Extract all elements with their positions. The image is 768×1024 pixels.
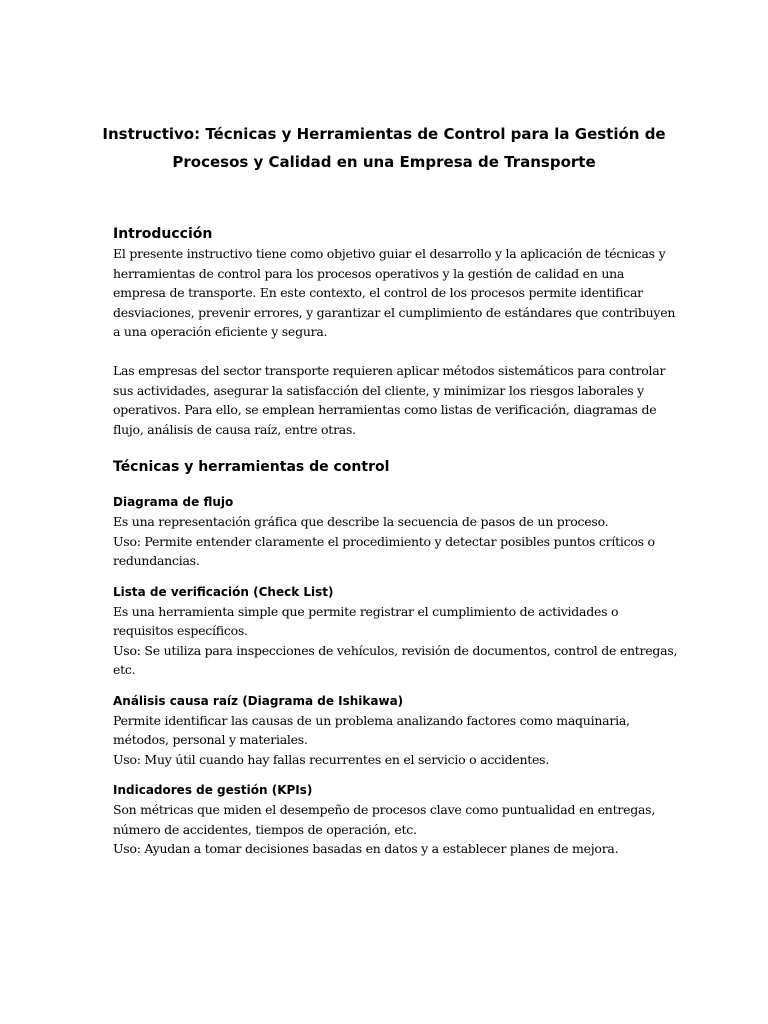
intro-p1-line-3: empresa de transporte. En este contexto, el control de los procesos permite identificar — [113, 285, 643, 300]
intro-paragraph-1 — [113, 244, 676, 342]
tool-line: métodos, personal y materiales. — [113, 732, 308, 747]
intro-paragraph-2 — [113, 361, 666, 439]
intro-p1-line-4: desviaciones, prevenir errores, y garantizar el cumplimiento de estándares que contribuyen — [113, 304, 676, 320]
document-title — [90, 120, 678, 176]
tool-title: Diagrama de flujo — [113, 495, 234, 509]
title-line-2: Procesos y Calidad en una Empresa de Transporte — [172, 153, 596, 171]
paragraph-spacer — [113, 342, 658, 362]
tool-line: Permite identificar las causas de un problema analizando factores como maquinaria, — [113, 712, 630, 728]
tool-line: etc. — [113, 662, 136, 677]
tool-title: Análisis causa raíz (Diagrama de Ishikawa) — [113, 693, 404, 708]
tools-heading: Técnicas y herramientas de control — [113, 459, 390, 475]
tool-title: Indicadores de gestión (KPIs) — [113, 783, 313, 797]
document-body — [113, 224, 678, 871]
tool-line: requisitos específicos. — [113, 623, 248, 638]
tool-line: Es una representación gráfica que describe la secuencia de pasos de un proceso. — [113, 514, 609, 529]
tool-line: Uso: Permite entender claramente el procedimiento y detectar posibles puntos críticos o — [113, 533, 655, 549]
tool-line: número de accidentes, tiempos de operación, etc. — [113, 821, 417, 837]
intro-p1-line-1: El presente instructivo tiene como objetivo guiar el desarrollo y la aplicación de técnicas y — [113, 246, 666, 261]
tool-kpis — [113, 781, 658, 859]
tool-flow-diagram — [113, 493, 658, 571]
intro-p1-line-2: herramientas de control para los procesos operativos y la gestión de calidad en una — [113, 265, 625, 281]
tool-line: redundancias. — [113, 553, 200, 568]
tool-line: Uso: Se utiliza para inspecciones de vehículos, revisión de documentos, control de entregas, — [113, 642, 678, 658]
tool-title: Lista de verificación (Check List) — [113, 584, 334, 599]
tool-description — [113, 711, 658, 770]
tool-description — [113, 800, 658, 859]
intro-p1-line-5: a una operación eficiente y segura. — [113, 324, 328, 339]
intro-p2-line-2: sus actividades, asegurar la satisfacción del cliente, y minimizar los riesgos laborales y — [113, 382, 644, 398]
tool-description — [113, 512, 658, 571]
tool-check-list — [113, 583, 678, 680]
tool-description — [113, 602, 678, 680]
intro-p2-line-1: Las empresas del sector transporte requieren aplicar métodos sistemáticos para controlar — [113, 363, 666, 378]
tool-line: Es una herramienta simple que permite registrar el cumplimiento de actividades o — [113, 603, 619, 619]
tool-line: Uso: Ayudan a tomar decisiones basadas en datos y a establecer planes de mejora. — [113, 841, 619, 856]
tool-line: Uso: Muy útil cuando hay fallas recurrentes en el servicio o accidentes. — [113, 751, 550, 767]
intro-heading: Introducción — [113, 226, 213, 242]
intro-p2-line-3: operativos. Para ello, se emplean herramientas como listas de verificación, diagramas de — [113, 402, 657, 417]
tool-line: Son métricas que miden el desempeño de procesos clave como puntualidad en entregas, — [113, 802, 656, 817]
tool-root-cause-analysis — [113, 692, 658, 770]
intro-p2-line-4: flujo, análisis de causa raíz, entre otras. — [113, 421, 356, 437]
title-line-1: Instructivo: Técnicas y Herramientas de Control para la Gestión de — [102, 125, 666, 143]
